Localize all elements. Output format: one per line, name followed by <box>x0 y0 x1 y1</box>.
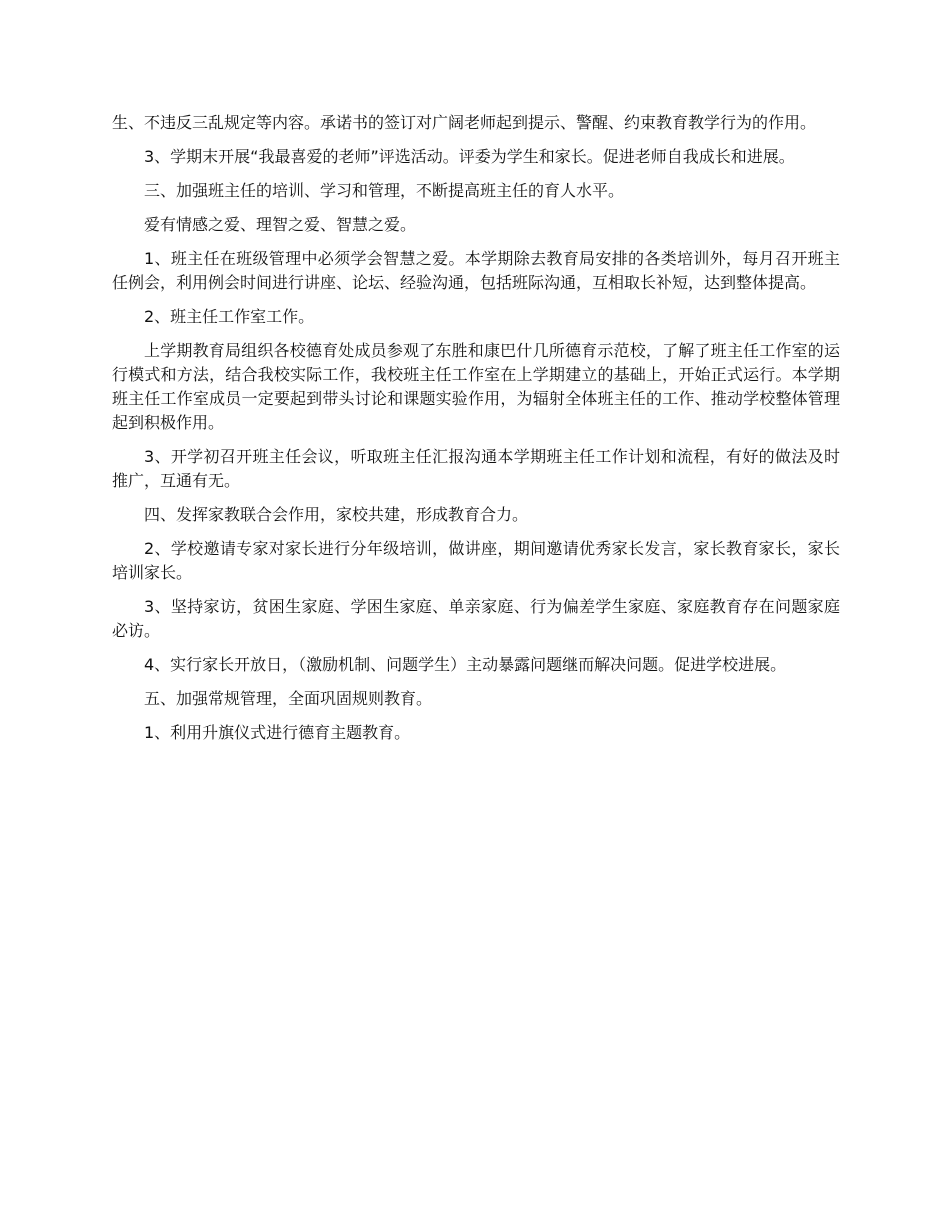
paragraph: 3、坚持家访，贫困生家庭、学困生家庭、单亲家庭、行为偏差学生家庭、家庭教育存在问题家庭必访。 <box>112 597 840 640</box>
paragraph: 1、利用升旗仪式进行德育主题教育。 <box>144 723 411 742</box>
document-body <box>112 111 840 755</box>
paragraph: 3、学期末开展“我最喜爱的老师”评选活动。评委为学生和家长。促进老师自我成长和进展。 <box>144 147 795 166</box>
paragraph: 2、学校邀请专家对家长进行分年级培训，做讲座，期间邀请优秀家长发言，家长教育家长，家长培训家长。 <box>112 539 840 582</box>
paragraph: 2、班主任工作室工作。 <box>144 307 315 326</box>
paragraph: 爱有情感之爱、理智之爱、智慧之爱。 <box>144 215 417 234</box>
paragraph: 上学期教育局组织各校德育处成员参观了东胜和康巴什几所德育示范校，了解了班主任工作室的运行模式和方法，结合我校实际工作，我校班主任工作室在上学期建立的基础上，开始正式运行。本学期班主任工作室成员一定要起到带头讨论和课题实验作用，为辐射全体班主任的工作、推动学校整体管理起到积极作用。 <box>112 341 840 432</box>
paragraph: 生、不违反三乱规定等内容。承诺书的签订对广阔老师起到提示、警醒、约束教育教学行为的作用。 <box>112 113 817 132</box>
section-heading: 四、发挥家教联合会作用，家校共建，形成教育合力。 <box>144 505 529 524</box>
paragraph: 4、实行家长开放日，（激励机制、问题学生）主动暴露问题继而解决问题。促进学校进展。 <box>144 655 787 674</box>
section-heading: 五、加强常规管理，全面巩固规则教育。 <box>144 689 433 708</box>
paragraph: 1、班主任在班级管理中必须学会智慧之爱。本学期除去教育局安排的各类培训外，每月召开班主任例会，利用例会时间进行讲座、论坛、经验沟通，包括班际沟通，互相取长补短，达到整体提高。 <box>112 249 840 292</box>
section-heading: 三、加强班主任的培训、学习和管理，不断提高班主任的育人水平。 <box>144 181 625 200</box>
paragraph: 3、开学初召开班主任会议，听取班主任汇报沟通本学期班主任工作计划和流程，有好的做法及时推广，互通有无。 <box>112 447 840 490</box>
